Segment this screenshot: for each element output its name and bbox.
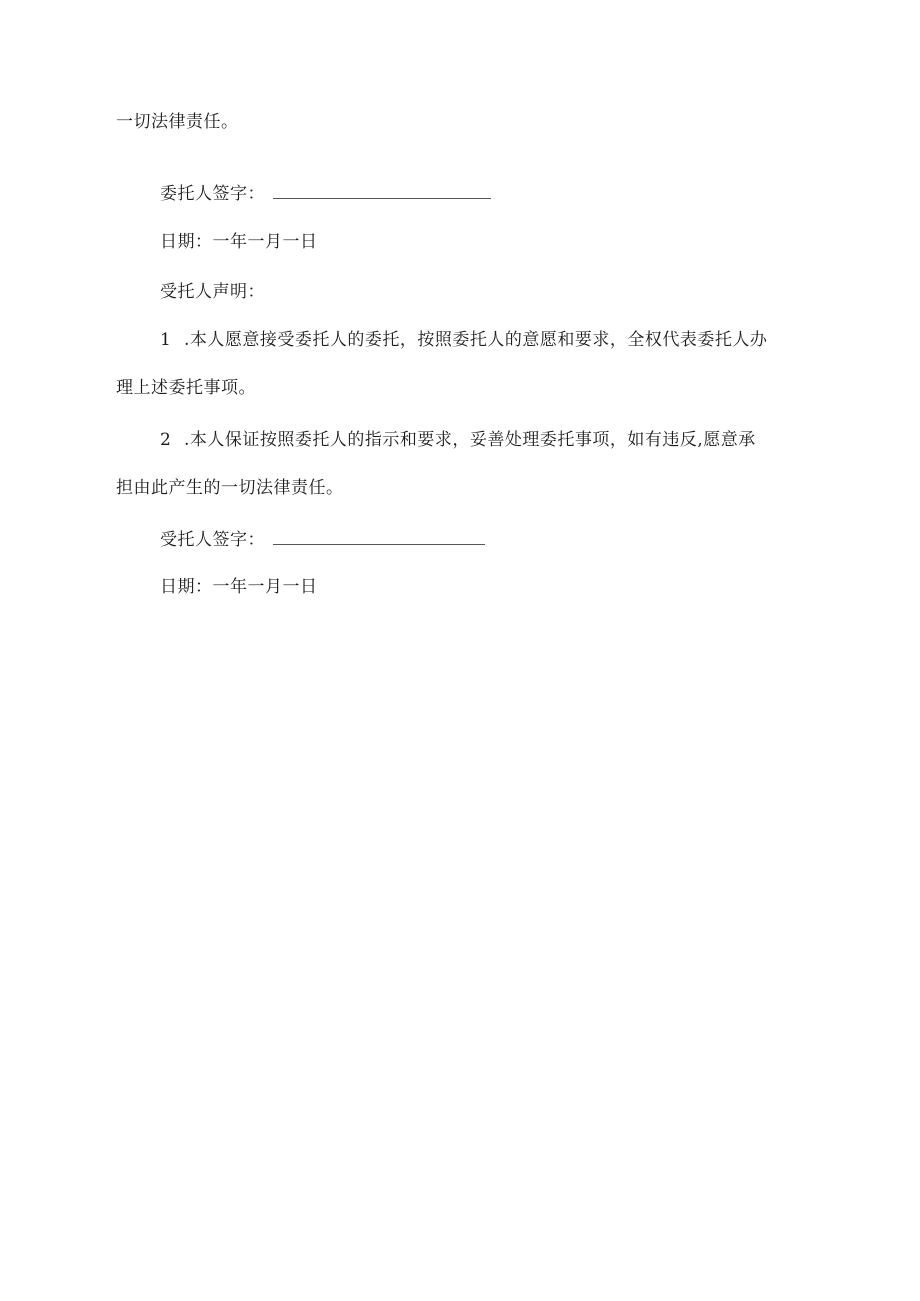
agent-signature-field[interactable] <box>273 526 485 545</box>
statement-item-2-line-2: 担由此产生的一切法律责任。 <box>116 478 344 498</box>
statement-item-2-line-1 <box>160 428 756 452</box>
agent-statement-heading: 受托人声明： <box>160 282 265 302</box>
statement-item-2-text: .本人保证按照委托人的指示和要求，妥善处理委托事项，如有违反,愿意承 <box>184 430 756 450</box>
statement-item-2-number: 2 <box>160 430 172 450</box>
agent-signature-label: 受托人签字： <box>160 530 265 550</box>
statement-item-1-text: .本人愿意接受委托人的委托，按照委托人的意愿和要求，全权代表委托人办 <box>184 330 768 350</box>
principal-signature-label: 委托人签字： <box>160 184 265 204</box>
statement-item-1-line-2: 理上述委托事项。 <box>116 378 256 398</box>
agent-signature-row <box>160 526 485 552</box>
agent-date: 日期：一年一月一日 <box>160 577 318 597</box>
principal-date: 日期：一年一月一日 <box>160 232 318 252</box>
principal-signature-row <box>160 180 491 206</box>
principal-signature-field[interactable] <box>273 180 491 199</box>
continuation-text: 一切法律责任。 <box>116 112 239 132</box>
statement-item-1-line-1 <box>160 328 767 352</box>
statement-item-1-number: 1 <box>160 330 172 350</box>
